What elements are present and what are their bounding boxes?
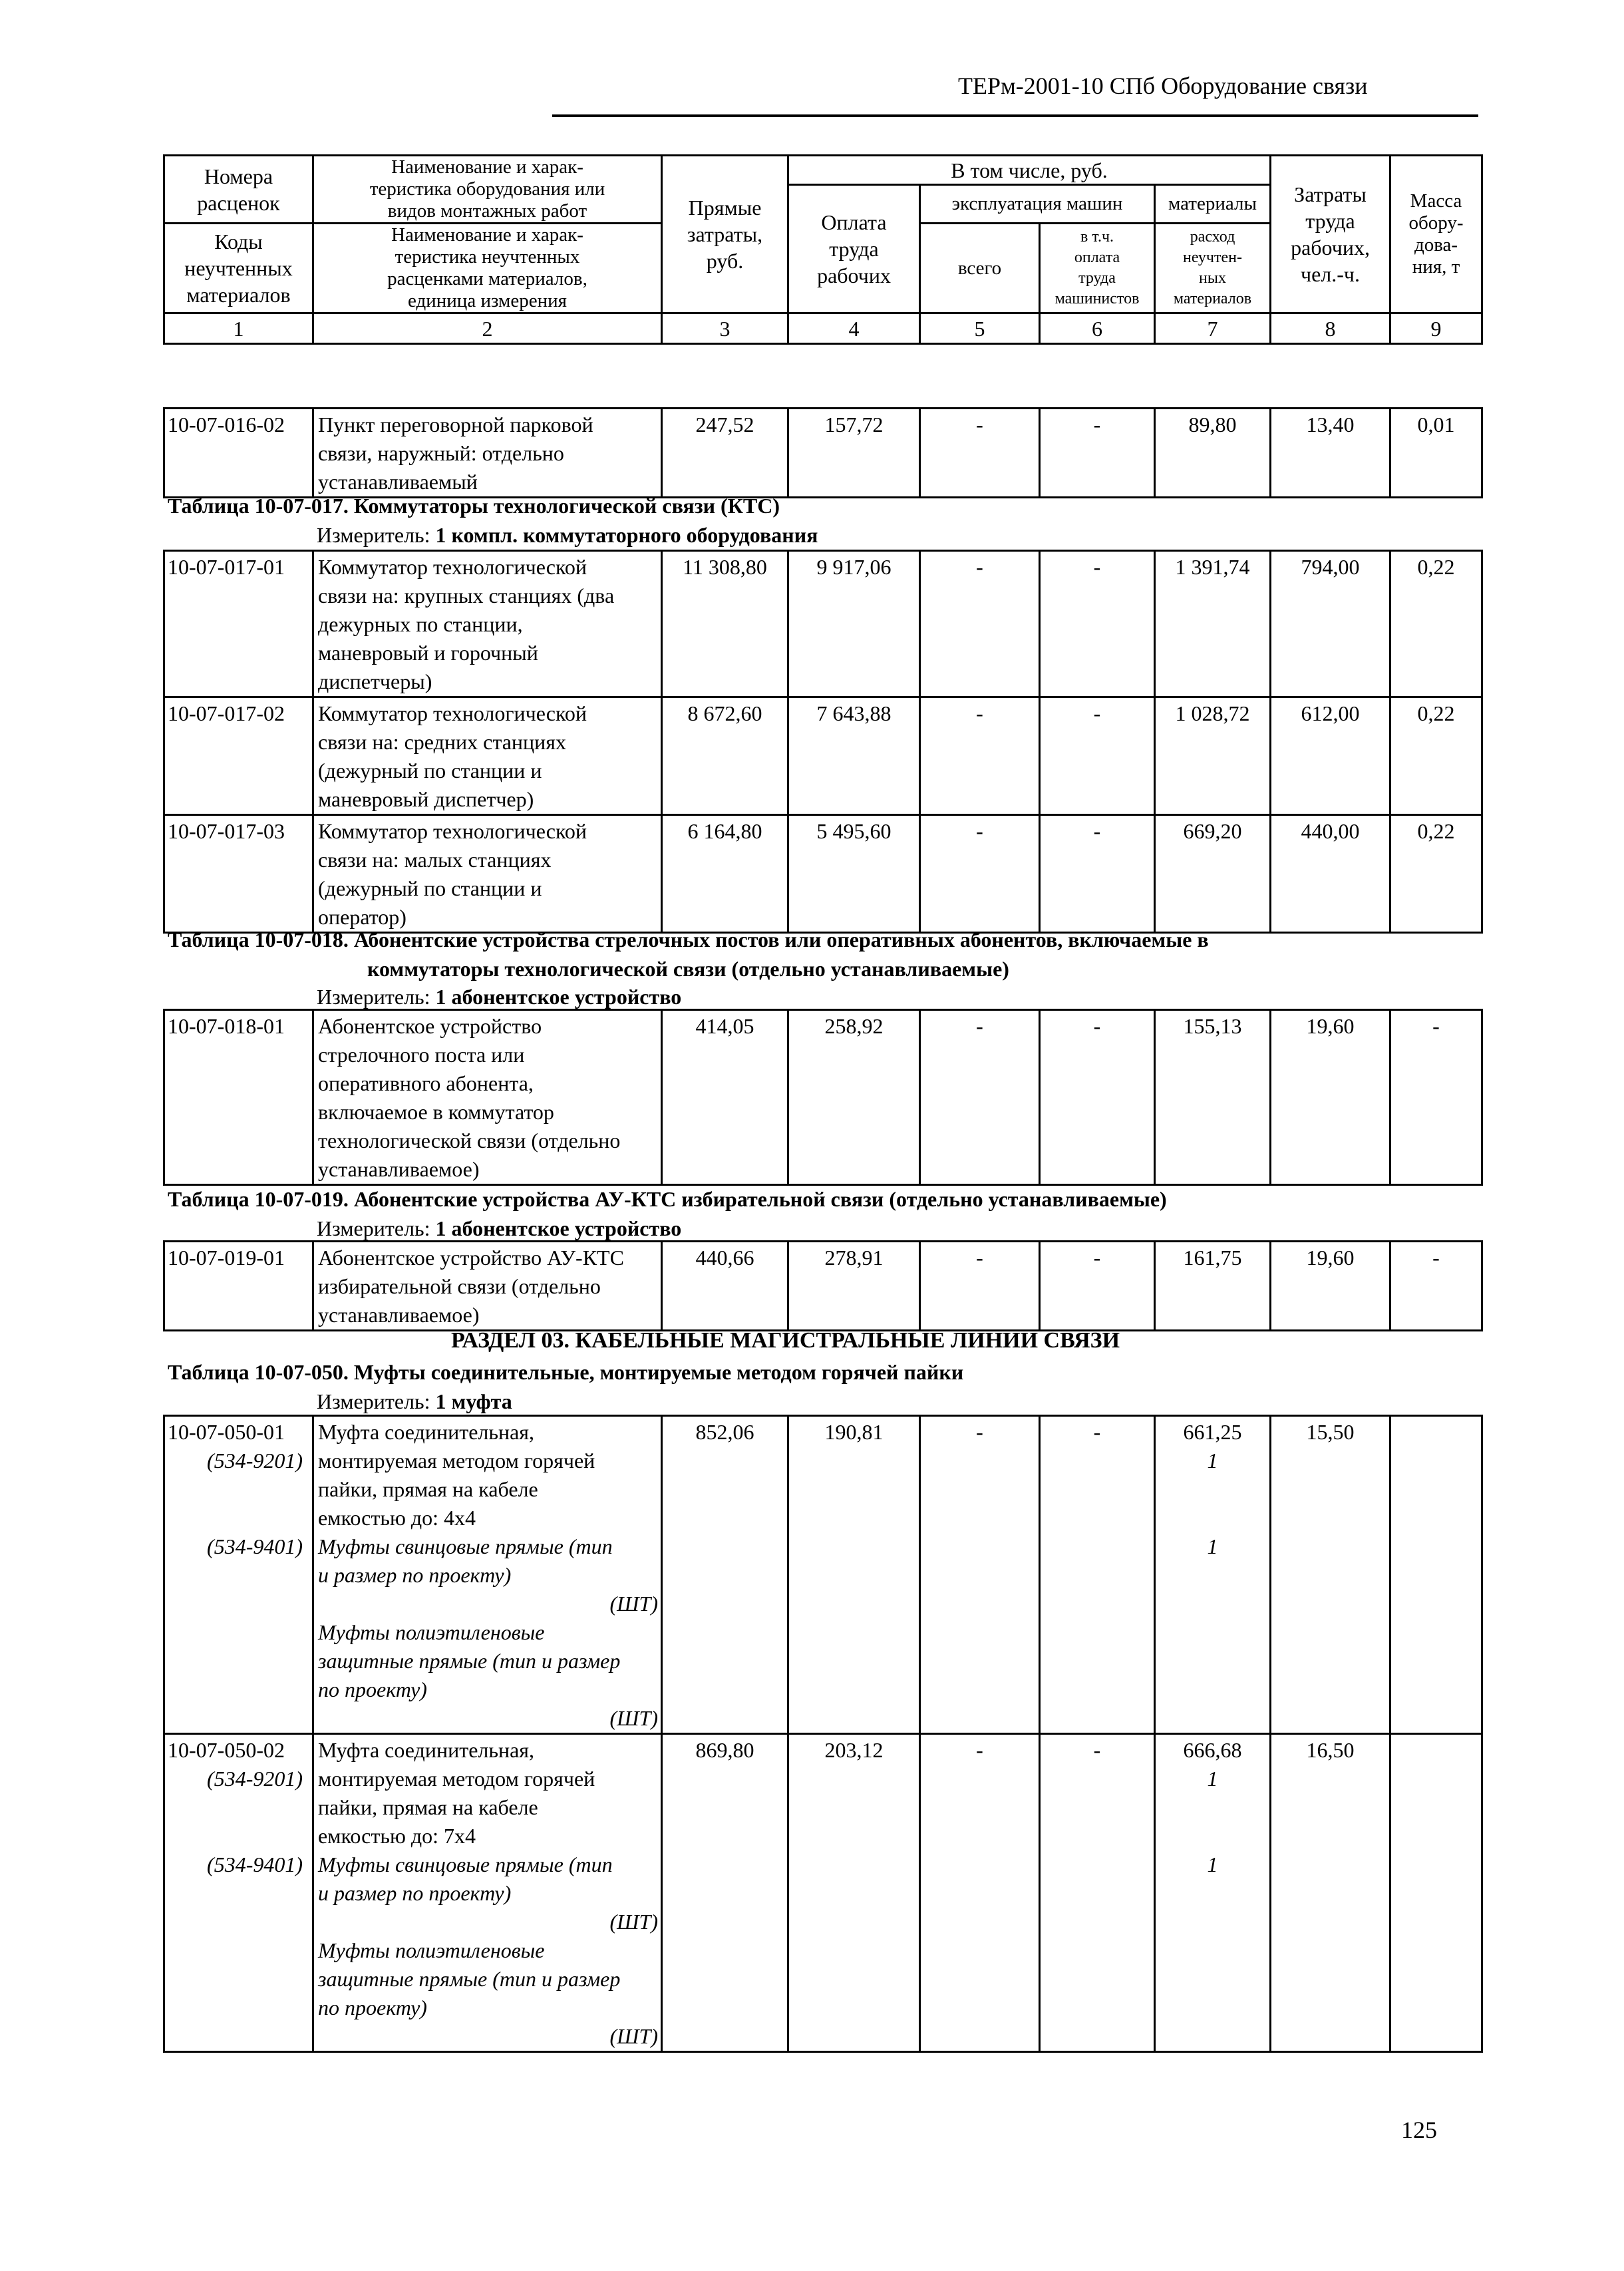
value-cell-c8 [1271, 1010, 1390, 1185]
work-name-line: Муфта соединительная, [318, 1420, 534, 1444]
materials-cost: 1 028,72 [1175, 701, 1250, 725]
work-name-line: монтируемая методом горячей [318, 1449, 595, 1473]
materials-cost: 155,13 [1183, 1014, 1242, 1038]
table-row [164, 551, 1482, 697]
value-c5: - [976, 701, 983, 725]
value-cell-c8 [1271, 1734, 1390, 2052]
materials-cost: 661,25 [1183, 1420, 1242, 1444]
value-c6: - [1093, 555, 1101, 579]
spacer [1156, 1936, 1269, 1965]
table-10-07-019 [163, 1240, 1483, 1331]
col-number: 8 [1271, 313, 1390, 344]
rate-code: 10-07-016-02 [168, 413, 285, 437]
material-unit: (ШТ) [609, 1592, 658, 1616]
material-code: (534-9401) [207, 1852, 303, 1876]
work-name-line: маневровый диспетчер) [318, 787, 534, 811]
value-cell-c6 [1040, 1242, 1155, 1331]
table-caption-018: Таблица 10-07-018. Абонентские устройства стрелочных постов или оперативных абонентов, включаемые в [168, 928, 1209, 952]
value-c9: 0,22 [1417, 819, 1455, 843]
material-quantity: 1 [1207, 1852, 1218, 1876]
col-number: 9 [1390, 313, 1482, 344]
section-heading: РАЗДЕЛ 03. КАБЕЛЬНЫЕ МАГИСТРАЛЬНЫЕ ЛИНИИ СВЯЗИ [451, 1328, 1120, 1353]
work-name-line: устанавливаемый [318, 470, 478, 494]
work-name-line: Абонентское устройство [318, 1014, 542, 1038]
value-cell-c3 [662, 697, 788, 815]
material-unit: (ШТ) [609, 1706, 658, 1730]
spacer [1156, 1475, 1269, 1504]
work-name-line: избирательной связи (отдельно [318, 1274, 601, 1298]
material-name-line: Муфты полиэтиленовые [318, 1938, 545, 1962]
work-name-line: Коммутатор технологической [318, 701, 587, 725]
table-row [164, 1010, 1482, 1185]
work-name-cell [313, 1416, 662, 1734]
value-c5: - [976, 1738, 983, 1762]
table-caption-050: Таблица 10-07-050. Муфты соединительные, монтируемые методом горячей пайки [168, 1360, 964, 1384]
header-rule [552, 114, 1478, 117]
value-c8: 13,40 [1306, 413, 1355, 437]
materials-cost: 1 391,74 [1175, 555, 1250, 579]
value-c5: - [976, 555, 983, 579]
work-name-line: емкостью до: 7x4 [318, 1824, 476, 1848]
value-cell-c3 [662, 815, 788, 933]
col-header-wages: Оплата труда рабочих [788, 185, 920, 313]
work-name-line: пайки, прямая на кабеле [318, 1477, 538, 1501]
rate-code-cell [164, 1010, 313, 1185]
material-code: (534-9201) [207, 1767, 303, 1791]
value-c8: 19,60 [1306, 1246, 1355, 1270]
material-name-line: Муфты свинцовые прямые (тип [318, 1534, 613, 1558]
column-numbers-row [164, 313, 1482, 344]
running-header: ТЕРм-2001-10 СПб Оборудование связи [958, 73, 1368, 99]
value-c8: 612,00 [1301, 701, 1360, 725]
work-name-line: стрелочного поста или [318, 1043, 525, 1067]
value-cell-c9 [1390, 1734, 1482, 2052]
value-cell-c5 [920, 551, 1040, 697]
value-c4: 7 643,88 [816, 701, 892, 725]
value-c4: 203,12 [824, 1738, 884, 1762]
rate-code-cell [164, 1416, 313, 1734]
value-c9: 0,22 [1417, 555, 1455, 579]
materials-cost: 666,68 [1183, 1738, 1242, 1762]
value-c6: - [1093, 1014, 1101, 1038]
table-meter-019: Измеритель: 1 абонентское устройство [317, 1216, 682, 1240]
table-row [164, 815, 1482, 933]
spacer [1156, 1561, 1269, 1590]
col-number: 4 [788, 313, 920, 344]
value-c3: 414,05 [695, 1014, 754, 1038]
page-number: 125 [1401, 2117, 1437, 2143]
table-10-07-018 [163, 1009, 1483, 1186]
material-unit: (ШТ) [609, 2024, 658, 2048]
value-c4: 278,91 [824, 1246, 884, 1270]
value-c3: 11 308,80 [683, 555, 767, 579]
value-c4: 157,72 [824, 413, 884, 437]
materials-cost: 89,80 [1188, 413, 1237, 437]
value-cell-c4 [788, 815, 920, 933]
materials-cost-cell [1155, 1734, 1271, 2052]
value-c9: 0,22 [1417, 701, 1455, 725]
value-cell-c3 [662, 1242, 788, 1331]
rate-code: 10-07-017-03 [168, 819, 285, 843]
value-c3: 852,06 [695, 1420, 754, 1444]
value-cell-c5 [920, 697, 1040, 815]
spacer [1156, 1504, 1269, 1532]
spacer [1156, 1879, 1269, 1908]
value-c5: - [976, 1420, 983, 1444]
materials-cost-cell [1155, 551, 1271, 697]
rate-code-cell [164, 409, 313, 498]
work-name-cell [313, 409, 662, 498]
col-number: 2 [313, 313, 662, 344]
rate-code: 10-07-050-01 [168, 1420, 285, 1444]
rate-code-cell [164, 1734, 313, 2052]
column-header-table [163, 154, 1483, 345]
value-c6: - [1093, 1420, 1101, 1444]
spacer [1156, 1822, 1269, 1850]
value-c5: - [976, 819, 983, 843]
table-10-07-050 [163, 1415, 1483, 2053]
work-name-line: связи на: крупных станциях (два [318, 584, 615, 608]
value-c8: 19,60 [1306, 1014, 1355, 1038]
value-cell-c4 [788, 1416, 920, 1734]
rate-code-cell [164, 697, 313, 815]
spacer [168, 1936, 312, 1965]
value-cell-c4 [788, 1010, 920, 1185]
material-name-line: защитные прямые (тип и размер [318, 1967, 621, 1991]
value-cell-c9 [1390, 409, 1482, 498]
value-cell-c8 [1271, 409, 1390, 498]
spacer [1156, 1908, 1269, 1936]
work-name-line: оперативного абонента, [318, 1071, 534, 1095]
value-c5: - [976, 413, 983, 437]
value-cell-c8 [1271, 815, 1390, 933]
value-cell-c6 [1040, 551, 1155, 697]
material-name-line: и размер по проекту) [318, 1881, 512, 1905]
value-cell-c4 [788, 1734, 920, 2052]
spacer [168, 1590, 312, 1618]
col-header-codes-top: Номера расценок [164, 156, 313, 224]
value-c6: - [1093, 1738, 1101, 1762]
work-name-cell [313, 551, 662, 697]
spacer [168, 1793, 312, 1822]
col-header-machinists: в т.ч. оплата труда машинистов [1040, 224, 1155, 313]
work-name-line: диспетчеры) [318, 669, 432, 693]
value-c4: 5 495,60 [816, 819, 892, 843]
value-cell-c4 [788, 409, 920, 498]
value-cell-c5 [920, 1242, 1040, 1331]
table-meter-017: Измеритель: 1 компл. коммутаторного оборудования [317, 523, 818, 547]
value-cell-c3 [662, 1734, 788, 2052]
spacer [1156, 1618, 1269, 1647]
work-name-line: Абонентское устройство АУ-КТС [318, 1246, 624, 1270]
spacer [168, 1618, 312, 1647]
value-cell-c8 [1271, 551, 1390, 697]
work-name-line: (дежурный по станции и [318, 759, 542, 783]
material-code: (534-9201) [207, 1449, 303, 1473]
value-c6: - [1093, 819, 1101, 843]
material-quantity: 1 [1207, 1449, 1218, 1473]
value-c6: - [1093, 701, 1101, 725]
materials-cost-cell [1155, 815, 1271, 933]
value-c4: 9 917,06 [816, 555, 892, 579]
work-name-line: связи на: средних станциях [318, 730, 566, 754]
value-c8: 16,50 [1306, 1738, 1355, 1762]
spacer [168, 1908, 312, 1936]
spacer [168, 1822, 312, 1850]
value-c9: - [1432, 1014, 1440, 1038]
spacer [1156, 1793, 1269, 1822]
table-meter-018: Измеритель: 1 абонентское устройство [317, 985, 682, 1009]
value-c5: - [976, 1246, 983, 1270]
work-name-cell [313, 697, 662, 815]
work-name-line: Муфта соединительная, [318, 1738, 534, 1762]
col-number: 5 [920, 313, 1040, 344]
value-c3: 6 164,80 [687, 819, 762, 843]
material-quantity: 1 [1207, 1534, 1218, 1558]
spacer [168, 1561, 312, 1590]
materials-cost-cell [1155, 1010, 1271, 1185]
rate-code: 10-07-017-01 [168, 555, 285, 579]
col-header-name-top: Наименование и харак- теристика оборудования или видов монтажных работ [313, 156, 662, 224]
table-caption-018-line2: коммутаторы технологической связи (отдельно устанавливаемые) [367, 957, 1009, 981]
value-cell-c3 [662, 409, 788, 498]
work-name-cell [313, 1010, 662, 1185]
value-cell-c5 [920, 1416, 1040, 1734]
materials-cost-cell [1155, 1416, 1271, 1734]
material-code: (534-9401) [207, 1534, 303, 1558]
materials-cost-cell [1155, 409, 1271, 498]
value-c6: - [1093, 1246, 1101, 1270]
material-name-line: по проекту) [318, 1677, 427, 1701]
value-cell-c3 [662, 1010, 788, 1185]
work-name-line: технологической связи (отдельно [318, 1129, 621, 1152]
value-cell-c9 [1390, 551, 1482, 697]
rate-code: 10-07-018-01 [168, 1014, 285, 1038]
table-row [164, 1242, 1482, 1331]
value-cell-c9 [1390, 815, 1482, 933]
value-c6: - [1093, 413, 1101, 437]
value-c5: - [976, 1014, 983, 1038]
value-cell-c6 [1040, 697, 1155, 815]
col-number: 3 [662, 313, 788, 344]
value-cell-c8 [1271, 1242, 1390, 1331]
value-c3: 869,80 [695, 1738, 754, 1762]
materials-cost-cell [1155, 697, 1271, 815]
table-row [164, 1416, 1482, 1734]
value-cell-c5 [920, 1734, 1040, 2052]
table-row [164, 1734, 1482, 2052]
value-cell-c6 [1040, 409, 1155, 498]
material-name-line: защитные прямые (тип и размер [318, 1649, 621, 1673]
work-name-line: связи, наружный: отдельно [318, 441, 564, 465]
work-name-line: (дежурный по станции и [318, 876, 542, 900]
value-c3: 247,52 [695, 413, 754, 437]
materials-cost-cell [1155, 1242, 1271, 1331]
table-row [164, 409, 1482, 498]
value-cell-c6 [1040, 1416, 1155, 1734]
value-cell-c9 [1390, 1242, 1482, 1331]
col-header-including: В том числе, руб. [788, 156, 1271, 185]
value-c3: 440,66 [695, 1246, 754, 1270]
value-c8: 15,50 [1306, 1420, 1355, 1444]
value-cell-c4 [788, 551, 920, 697]
material-name-line: по проекту) [318, 1996, 427, 2019]
work-name-line: Коммутатор технологической [318, 555, 587, 579]
work-name-line: связи на: малых станциях [318, 848, 552, 872]
work-name-line: монтируемая методом горячей [318, 1767, 595, 1791]
value-cell-c5 [920, 409, 1040, 498]
value-cell-c8 [1271, 1416, 1390, 1734]
rate-code: 10-07-017-02 [168, 701, 285, 725]
work-name-line: включаемое в коммутатор [318, 1100, 554, 1124]
value-cell-c3 [662, 1416, 788, 1734]
rate-code: 10-07-019-01 [168, 1246, 285, 1270]
col-number: 6 [1040, 313, 1155, 344]
table-caption-019: Таблица 10-07-019. Абонентские устройства АУ-КТС избирательной связи (отдельно устанавливаемые) [168, 1187, 1167, 1211]
work-name-cell [313, 1242, 662, 1331]
value-c3: 8 672,60 [687, 701, 762, 725]
material-name-line: Муфты полиэтиленовые [318, 1620, 545, 1644]
table-row [164, 697, 1482, 815]
col-number: 7 [1155, 313, 1271, 344]
work-name-line: дежурных по станции, [318, 612, 523, 636]
col-header-machines: эксплуатация машин [920, 185, 1155, 224]
col-number: 1 [164, 313, 313, 344]
value-cell-c8 [1271, 697, 1390, 815]
value-cell-c4 [788, 1242, 920, 1331]
spacer [168, 1879, 312, 1908]
material-name-line: и размер по проекту) [318, 1563, 512, 1587]
value-c9: - [1432, 1246, 1440, 1270]
value-c4: 190,81 [824, 1420, 884, 1444]
spacer [168, 1475, 312, 1504]
value-c8: 440,00 [1301, 819, 1360, 843]
value-c9: 0,01 [1417, 413, 1455, 437]
col-header-labor: Затраты труда рабочих, чел.-ч. [1271, 156, 1390, 313]
value-cell-c6 [1040, 1010, 1155, 1185]
value-cell-c3 [662, 551, 788, 697]
material-quantity: 1 [1207, 1767, 1218, 1791]
value-cell-c6 [1040, 1734, 1155, 2052]
work-name-cell [313, 1734, 662, 2052]
work-name-line: пайки, прямая на кабеле [318, 1795, 538, 1819]
col-header-machines-total: всего [920, 224, 1040, 313]
work-name-line: Пункт переговорной парковой [318, 413, 593, 437]
col-header-unaccounted-materials: расход неучтен- ных материалов [1155, 224, 1271, 313]
value-cell-c9 [1390, 1010, 1482, 1185]
value-c4: 258,92 [824, 1014, 884, 1038]
rate-code-cell [164, 815, 313, 933]
value-cell-c5 [920, 1010, 1040, 1185]
table-caption-017: Таблица 10-07-017. Коммутаторы технологической связи (КТС) [168, 494, 780, 518]
material-name-line: Муфты свинцовые прямые (тип [318, 1852, 613, 1876]
value-cell-c6 [1040, 815, 1155, 933]
table-meter-050: Измеритель: 1 муфта [317, 1389, 512, 1413]
work-name-line: маневровый и горочный [318, 641, 538, 665]
materials-cost: 669,20 [1183, 819, 1242, 843]
value-cell-c9 [1390, 697, 1482, 815]
col-header-materials: материалы [1155, 185, 1271, 224]
value-cell-c4 [788, 697, 920, 815]
rate-code: 10-07-050-02 [168, 1738, 285, 1762]
rate-code-cell [164, 1242, 313, 1331]
spacer [1156, 1590, 1269, 1618]
work-name-line: устанавливаемое) [318, 1303, 480, 1327]
table-10-07-016 [163, 407, 1483, 498]
value-c8: 794,00 [1301, 555, 1360, 579]
work-name-line: Коммутатор технологической [318, 819, 587, 843]
work-name-cell [313, 815, 662, 933]
rate-code-cell [164, 551, 313, 697]
value-cell-c5 [920, 815, 1040, 933]
table-10-07-017 [163, 550, 1483, 934]
col-header-name-bottom: Наименование и харак- теристика неучтенных расценками материалов, единица измерения [313, 224, 662, 313]
col-header-mass: Масса обору- дова- ния, т [1390, 156, 1482, 313]
material-unit: (ШТ) [609, 1910, 658, 1934]
work-name-line: емкостью до: 4x4 [318, 1506, 476, 1530]
materials-cost: 161,75 [1183, 1246, 1242, 1270]
col-header-direct-costs: Прямые затраты, руб. [662, 156, 788, 313]
spacer [168, 1504, 312, 1532]
value-cell-c9 [1390, 1416, 1482, 1734]
work-name-line: оператор) [318, 905, 406, 929]
col-header-codes-bottom: Коды неучтенных материалов [164, 224, 313, 313]
work-name-line: устанавливаемое) [318, 1157, 480, 1181]
